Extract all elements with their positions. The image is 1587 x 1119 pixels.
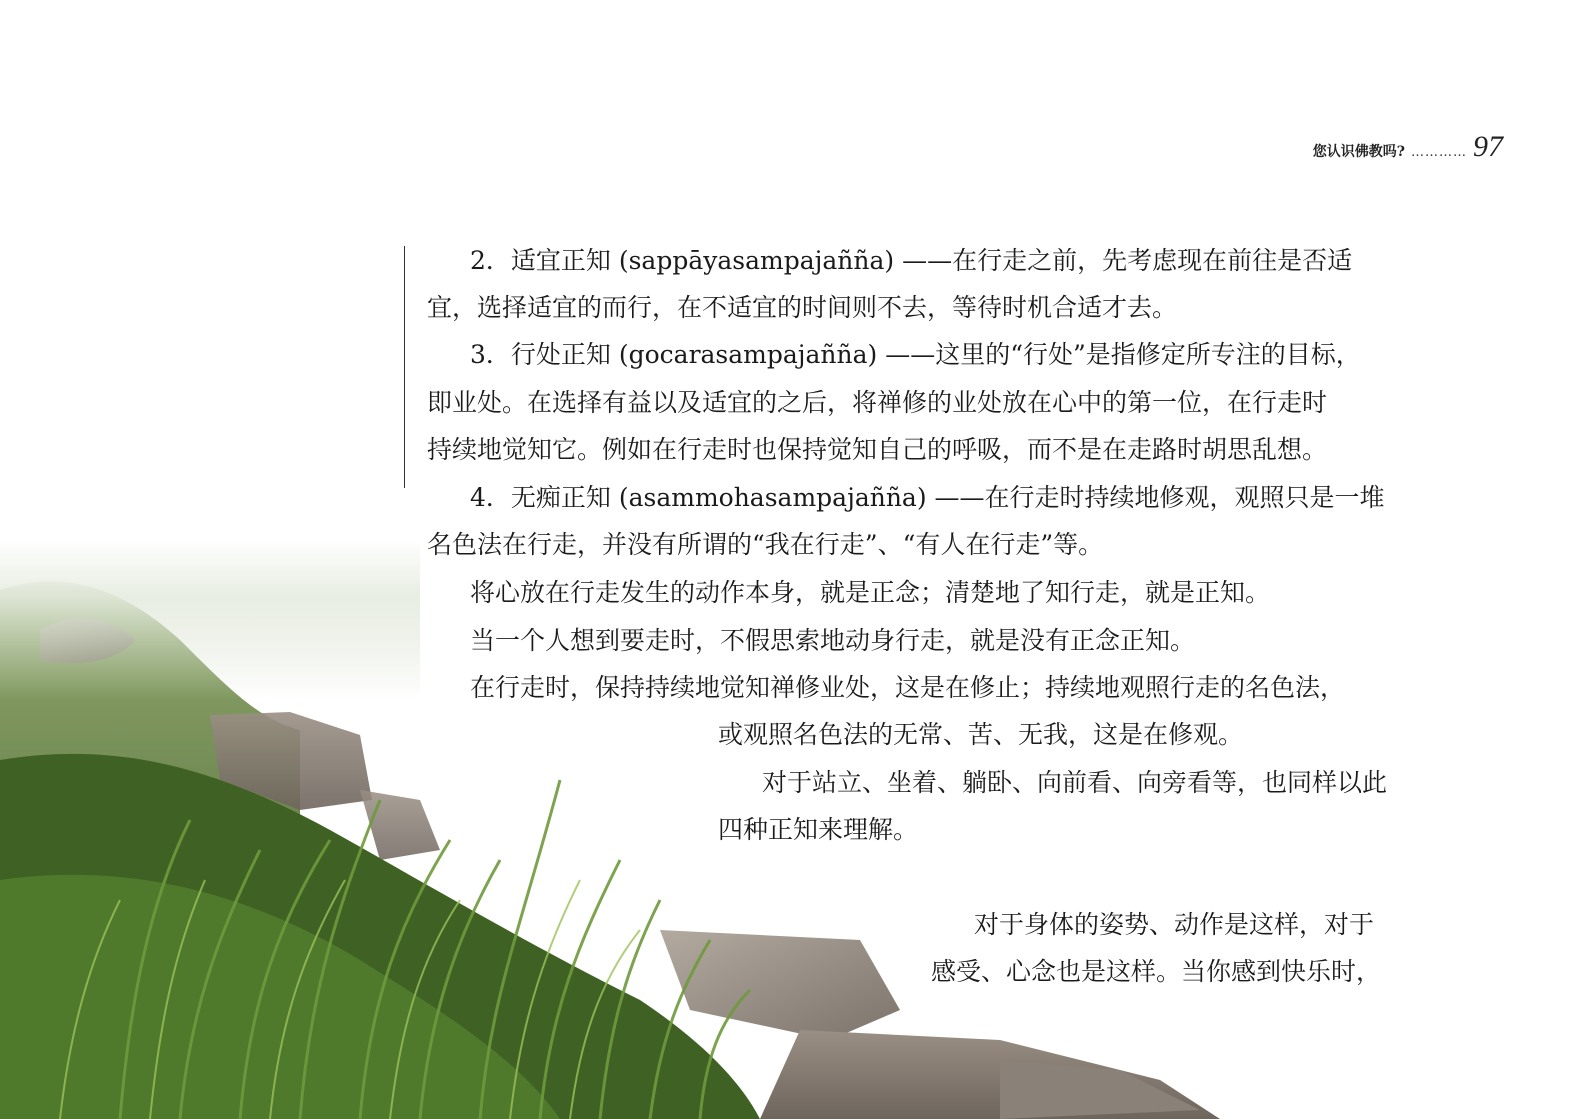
- text-line: 感受、心念也是这样。当你感到快乐时，: [931, 957, 1382, 986]
- page-number: 97: [1473, 130, 1503, 163]
- text-line: 持续地觉知它。例如在行走时也保持觉知自己的呼吸，而不是在走路时胡思乱想。: [427, 435, 1328, 464]
- text-line: 将心放在行走发生的动作本身，就是正念；清楚地了知行走，就是正知。: [470, 578, 1271, 607]
- margin-rule: [404, 246, 405, 488]
- text-line: 名色法在行走，并没有所谓的“我在行走”、“有人在行走”等。: [427, 530, 1104, 559]
- running-header: [1313, 130, 1503, 166]
- text-line: 或观照名色法的无常、苦、无我，这是在修观。: [718, 720, 1244, 749]
- text-line: 宜，选择适宜的而行，在不适宜的时间则不去，等待时机合适才去。: [427, 293, 1178, 322]
- text-line: 四种正知来理解。: [718, 815, 919, 844]
- text-line: 2．适宜正知 (sappāyasampajañña) ——在行走之前，先考虑现在前往是否适: [470, 246, 1353, 275]
- text-line: 对于站立、坐着、躺卧、向前看、向旁看等，也同样以此: [762, 768, 1388, 797]
- text-line: 3．行处正知 (gocarasampajañña) ——这里的“行处”是指修定所专注的目标，: [470, 340, 1361, 369]
- leader-dots: …………: [1411, 145, 1467, 160]
- text-line: 当一个人想到要走时，不假思索地动身行走，就是没有正念正知。: [470, 626, 1196, 655]
- text-line: 即业处。在选择有益以及适宜的之后，将禅修的业处放在心中的第一位，在行走时: [427, 388, 1328, 417]
- text-line: 4．无痴正知 (asammohasampajañña) ——在行走时持续地修观，观照只是一堆: [470, 483, 1385, 512]
- text-line: 在行走时，保持持续地觉知禅修业处，这是在修止；持续地观照行走的名色法，: [470, 673, 1346, 702]
- text-line: 对于身体的姿势、动作是这样，对于: [974, 910, 1375, 939]
- book-title: 您认识佛教吗?: [1312, 144, 1405, 160]
